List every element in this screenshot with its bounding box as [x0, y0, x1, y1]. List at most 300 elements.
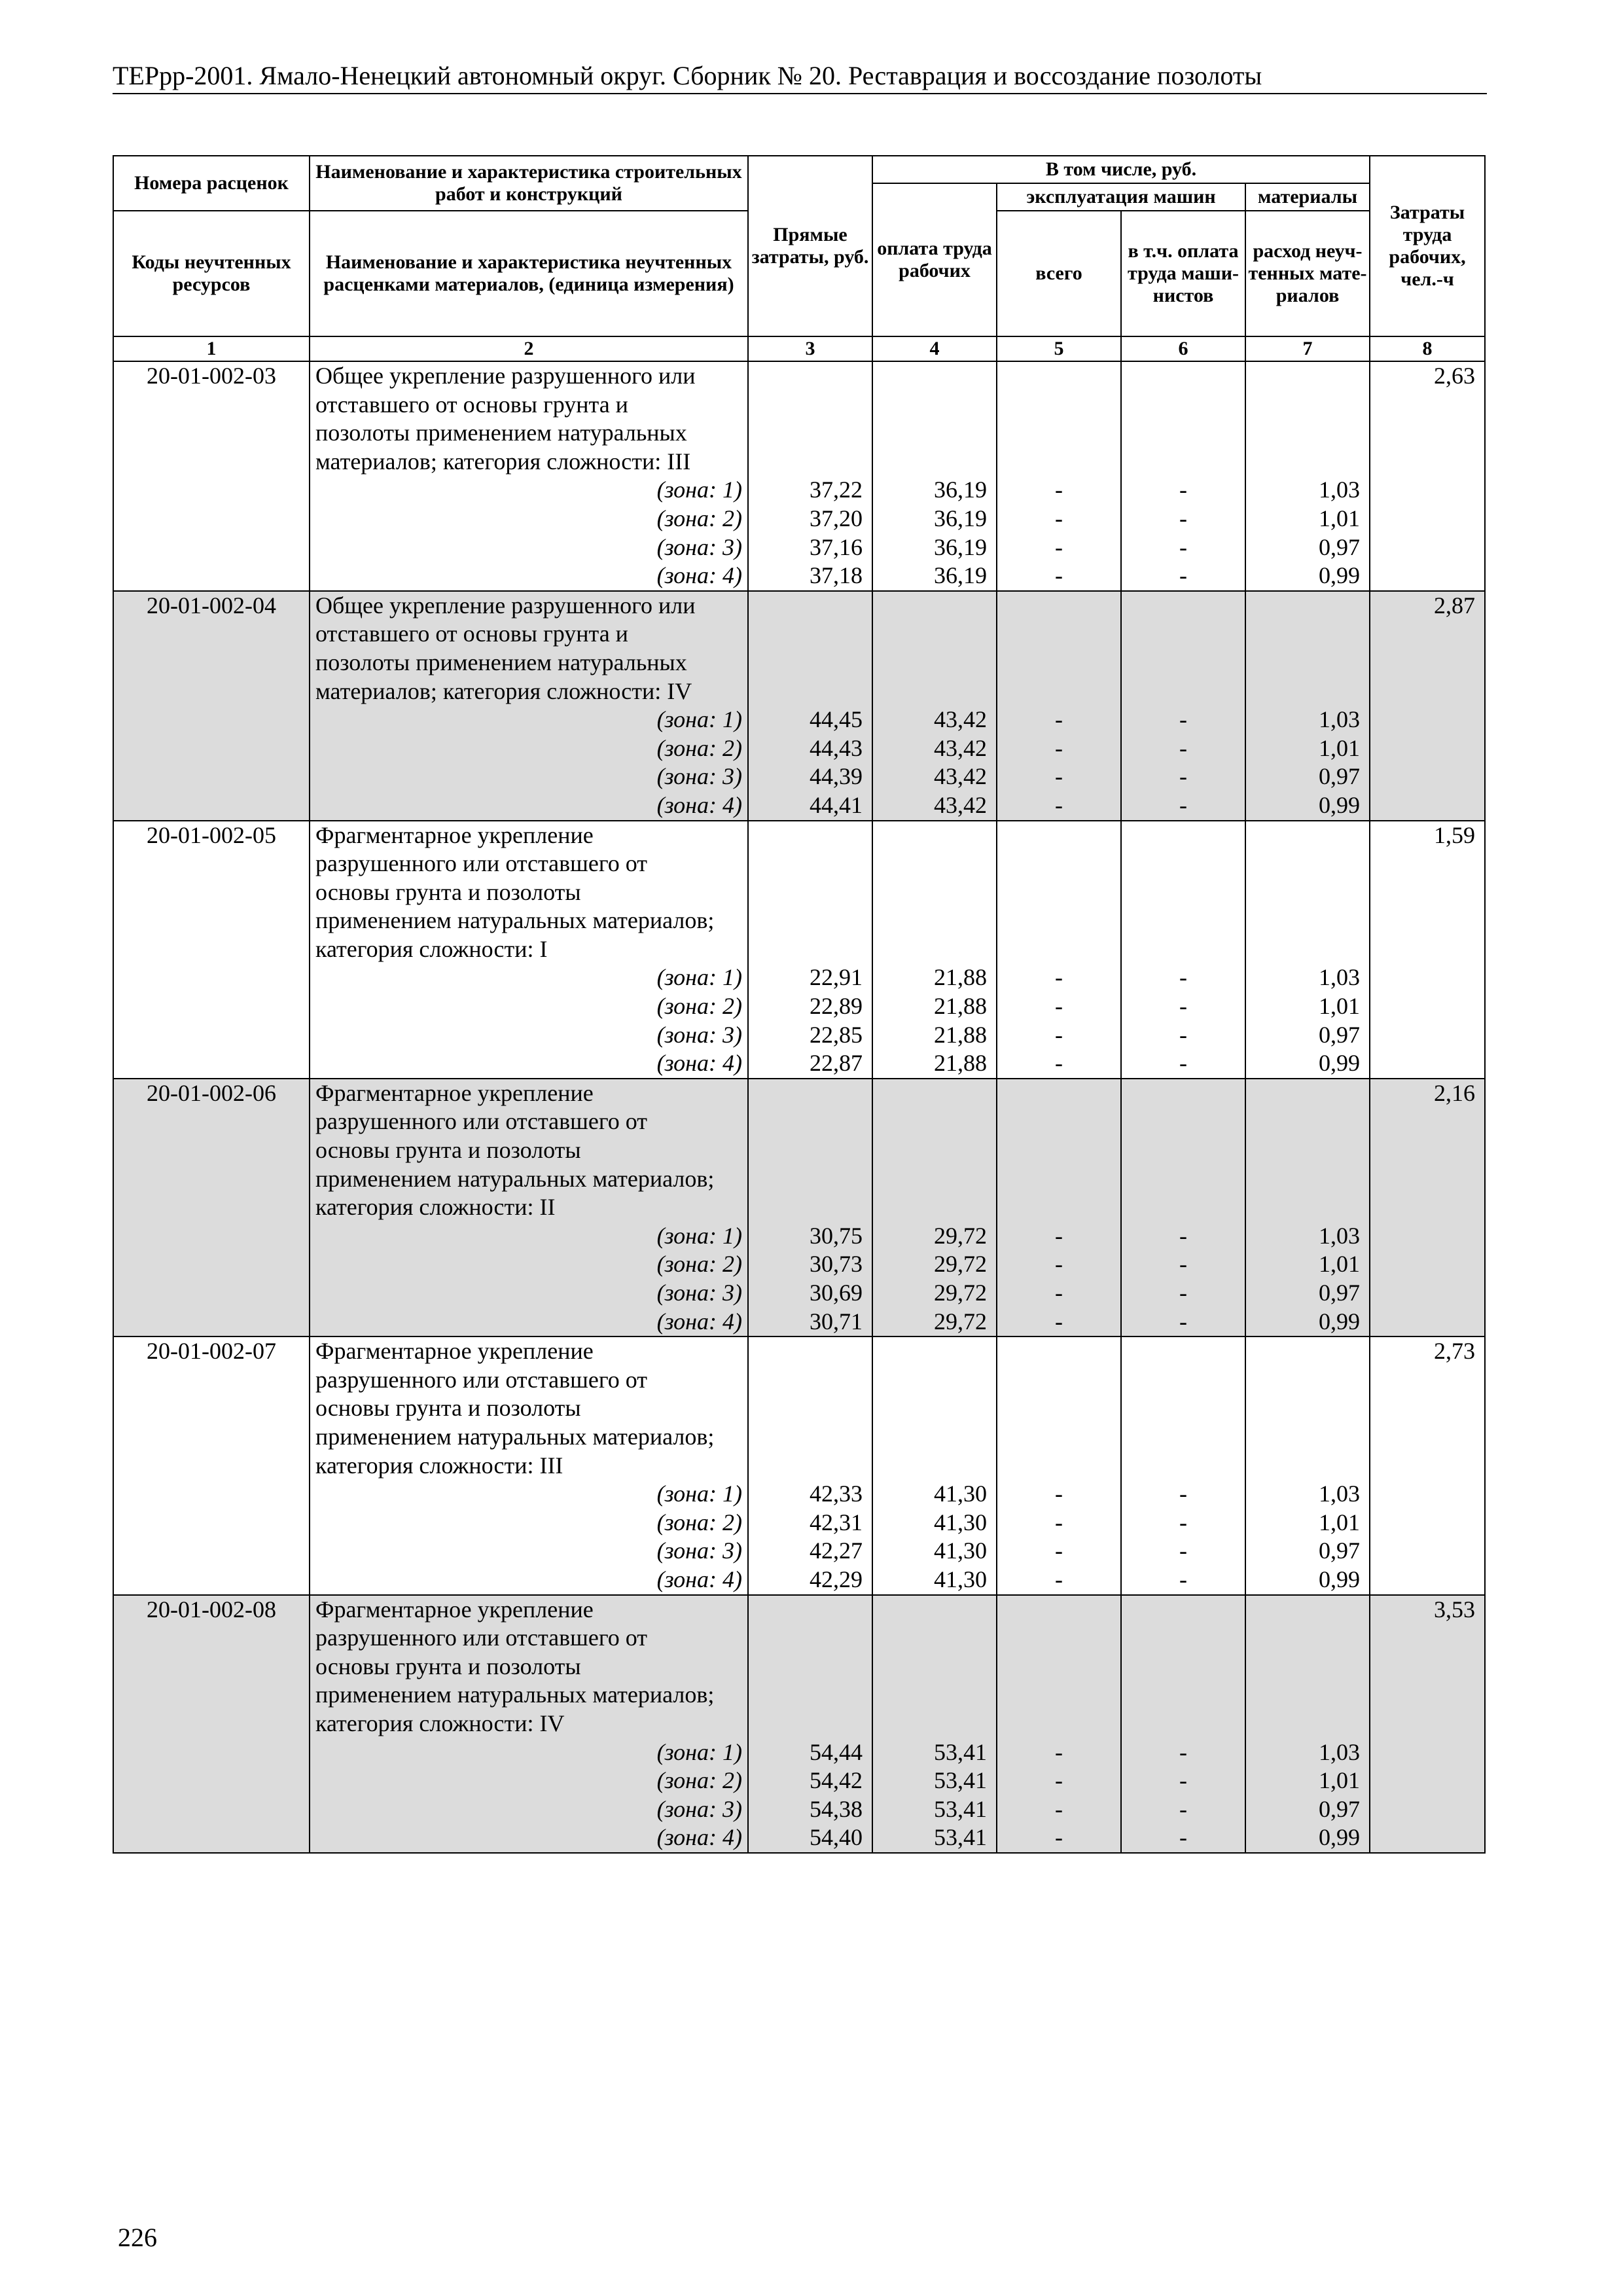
rate-name-line: разрушенного или отставшего от: [315, 1366, 647, 1393]
cell-value: -: [1055, 1537, 1063, 1564]
wages-cell: [872, 591, 997, 821]
cell-value: 36,19: [934, 505, 987, 531]
cell-value: -: [1055, 1222, 1063, 1249]
materials-cell: [1245, 1336, 1370, 1594]
table-row: [113, 361, 1485, 591]
spacer: [749, 677, 872, 706]
direct-costs-cell: [748, 1595, 872, 1853]
spacer: [1246, 1653, 1369, 1681]
direct-costs-cell: [748, 591, 872, 821]
cell-value: 1,03: [1319, 476, 1361, 503]
cell-value: 54,38: [810, 1795, 863, 1822]
column-number: 4: [872, 336, 997, 361]
spacer: [873, 1681, 996, 1710]
spacer: [1122, 1710, 1245, 1738]
table-row: [113, 1595, 1485, 1853]
machinist-wages-cell: [1121, 1079, 1245, 1336]
cell-value: 53,41: [934, 1824, 987, 1851]
spacer: [997, 1136, 1120, 1165]
cell-value: 29,72: [934, 1222, 987, 1249]
cell-value: -: [1055, 505, 1063, 531]
rate-name-line: Фрагментарное укрепление: [315, 821, 594, 848]
page-header-title: ТЕРрр-2001. Ямало-Ненецкий автономный округ. Сборник № 20. Реставрация и воссоздание позолоты: [113, 61, 1262, 90]
machinist-wages-cell: [1121, 361, 1245, 591]
cell-value: 29,72: [934, 1251, 987, 1278]
cell-value: -: [1179, 1222, 1187, 1249]
header-material-name: Наименование и характеристика неучтенных расценками материалов, (единица измерения): [310, 211, 748, 336]
spacer: [997, 1366, 1120, 1395]
spacer: [1122, 821, 1245, 850]
cell-value: 41,30: [934, 1537, 987, 1564]
table-row: [113, 1336, 1485, 1594]
zone-label: (зона: 1): [656, 1738, 742, 1765]
column-number: 2: [310, 336, 748, 361]
spacer: [997, 878, 1120, 907]
zone-label: (зона: 3): [656, 1280, 742, 1306]
cell-value: 0,99: [1319, 1824, 1361, 1851]
spacer: [1246, 1193, 1369, 1222]
cell-value: -: [1179, 1021, 1187, 1048]
zone-label: (зона: 2): [656, 505, 742, 531]
spacer: [749, 821, 872, 850]
spacer: [1246, 419, 1369, 448]
labor-cell: 2,87: [1370, 591, 1485, 821]
cell-value: -: [1179, 562, 1187, 589]
rate-name: [310, 361, 748, 591]
cell-value: 41,30: [934, 1480, 987, 1507]
spacer: [997, 1337, 1120, 1366]
spacer: [749, 1710, 872, 1738]
rate-name-line: материалов; категория сложности: III: [315, 448, 691, 475]
cell-value: 1,03: [1319, 1222, 1361, 1249]
spacer: [873, 1710, 996, 1738]
cell-value: 54,42: [810, 1767, 863, 1794]
materials-cell: [1245, 1079, 1370, 1336]
cell-value: 0,99: [1319, 1566, 1361, 1592]
rate-code: 20-01-002-03: [113, 361, 310, 591]
cell-value: 42,27: [810, 1537, 863, 1564]
spacer: [1246, 1337, 1369, 1366]
rate-code: 20-01-002-05: [113, 821, 310, 1079]
spacer: [873, 1193, 996, 1222]
rate-name-line: позолоты применением натуральных: [315, 420, 687, 446]
rate-block: [113, 361, 1485, 591]
column-number: 7: [1245, 336, 1370, 361]
cell-value: -: [1179, 706, 1187, 733]
wages-cell: [872, 1079, 997, 1336]
cell-value: -: [1179, 1280, 1187, 1306]
cell-value: -: [1055, 1050, 1063, 1077]
machinist-wages-cell: [1121, 1595, 1245, 1853]
spacer: [1246, 821, 1369, 850]
cell-value: -: [1179, 734, 1187, 761]
spacer: [1246, 1394, 1369, 1423]
cell-value: 22,89: [810, 993, 863, 1020]
cell-value: 1,01: [1319, 734, 1361, 761]
spacer: [1246, 592, 1369, 620]
cell-value: 43,42: [934, 791, 987, 818]
rate-name-line: категория сложности: II: [315, 1194, 556, 1221]
spacer: [749, 935, 872, 964]
cell-value: 43,42: [934, 706, 987, 733]
cell-value: 43,42: [934, 734, 987, 761]
spacer: [749, 878, 872, 907]
cell-value: 0,97: [1319, 1280, 1361, 1306]
cell-value: -: [1179, 505, 1187, 531]
spacer: [1122, 1366, 1245, 1395]
cell-value: -: [1055, 1566, 1063, 1592]
spacer: [749, 419, 872, 448]
spacer: [1246, 391, 1369, 420]
spacer: [1246, 649, 1369, 677]
zone-label: (зона: 3): [656, 533, 742, 560]
rate-code: 20-01-002-07: [113, 1336, 310, 1594]
spacer: [1122, 448, 1245, 476]
cell-value: 36,19: [934, 533, 987, 560]
spacer: [997, 850, 1120, 878]
rate-name-line: применением натуральных материалов;: [315, 1423, 715, 1450]
spacer: [1122, 1136, 1245, 1165]
zone-label: (зона: 4): [656, 1824, 742, 1851]
spacer: [1246, 677, 1369, 706]
spacer: [1122, 677, 1245, 706]
cell-value: -: [1055, 1480, 1063, 1507]
spacer: [1122, 1165, 1245, 1194]
spacer: [749, 620, 872, 649]
zone-label: (зона: 4): [656, 1050, 742, 1077]
header-rate-numbers: Номера расценок: [113, 156, 310, 211]
spacer: [749, 1079, 872, 1108]
rate-name: [310, 821, 748, 1079]
spacer: [749, 1452, 872, 1480]
zone-label: (зона: 1): [656, 476, 742, 503]
direct-costs-cell: [748, 1079, 872, 1336]
cell-value: 44,43: [810, 734, 863, 761]
cell-value: -: [1055, 476, 1063, 503]
cell-value: -: [1055, 562, 1063, 589]
zone-label: (зона: 2): [656, 1251, 742, 1278]
spacer: [873, 1394, 996, 1423]
cell-value: 21,88: [934, 1050, 987, 1077]
cell-value: 1,03: [1319, 1738, 1361, 1765]
cell-value: -: [1055, 1308, 1063, 1335]
spacer: [997, 1710, 1120, 1738]
spacer: [873, 620, 996, 649]
spacer: [873, 878, 996, 907]
spacer: [997, 1452, 1120, 1480]
spacer: [1122, 1681, 1245, 1710]
spacer: [1246, 1366, 1369, 1395]
table-row: [113, 821, 1485, 1079]
spacer: [749, 1423, 872, 1452]
header-labor: Затраты труда рабочих, чел.-ч: [1370, 156, 1485, 336]
spacer: [1246, 1136, 1369, 1165]
header-direct-costs: Прямые затраты, руб.: [748, 156, 872, 336]
machines-total-cell: [997, 821, 1121, 1079]
spacer: [749, 850, 872, 878]
cell-value: 1,01: [1319, 1251, 1361, 1278]
cell-value: -: [1179, 533, 1187, 560]
wages-cell: [872, 821, 997, 1079]
zone-label: (зона: 4): [656, 562, 742, 589]
spacer: [1246, 620, 1369, 649]
labor-cell: 2,16: [1370, 1079, 1485, 1336]
spacer: [873, 1107, 996, 1136]
cell-value: 21,88: [934, 993, 987, 1020]
cell-value: -: [1179, 1738, 1187, 1765]
rate-name-line: применением натуральных материалов;: [315, 907, 715, 934]
spacer: [873, 1596, 996, 1624]
rate-name-line: позолоты применением натуральных: [315, 649, 687, 675]
cell-value: -: [1179, 791, 1187, 818]
header-rule: [113, 93, 1487, 94]
rate-code: 20-01-002-08: [113, 1595, 310, 1853]
table-row: [113, 591, 1485, 821]
cell-value: 44,41: [810, 791, 863, 818]
cell-value: -: [1055, 1280, 1063, 1306]
spacer: [749, 592, 872, 620]
cell-value: 53,41: [934, 1795, 987, 1822]
cell-value: 0,97: [1319, 1021, 1361, 1048]
rate-block: [113, 1595, 1485, 1853]
rate-name-line: Общее укрепление разрушенного или: [315, 592, 696, 619]
header-materials: материалы: [1245, 183, 1370, 211]
rate-name-line: категория сложности: I: [315, 935, 548, 962]
spacer: [749, 1681, 872, 1710]
spacer: [997, 1624, 1120, 1653]
cell-value: 37,22: [810, 476, 863, 503]
cell-value: 0,97: [1319, 1795, 1361, 1822]
header-resource-codes: Коды неучтенных ресурсов: [113, 211, 310, 336]
spacer: [1122, 362, 1245, 391]
column-number: 6: [1121, 336, 1245, 361]
cell-value: 53,41: [934, 1767, 987, 1794]
cell-value: 29,72: [934, 1280, 987, 1306]
spacer: [997, 1107, 1120, 1136]
materials-cell: [1245, 821, 1370, 1079]
zone-label: (зона: 1): [656, 1480, 742, 1507]
spacer: [749, 1624, 872, 1653]
spacer: [997, 1079, 1120, 1108]
cell-value: 0,97: [1319, 763, 1361, 790]
labor-cell: 1,59: [1370, 821, 1485, 1079]
spacer: [997, 592, 1120, 620]
spacer: [997, 906, 1120, 935]
spacer: [1122, 1653, 1245, 1681]
cell-value: -: [1055, 1509, 1063, 1535]
zone-label: (зона: 2): [656, 1767, 742, 1794]
spacer: [1122, 1337, 1245, 1366]
cell-value: -: [1179, 763, 1187, 790]
cell-value: -: [1055, 763, 1063, 790]
header-wages: оплата труда рабочих: [872, 183, 997, 336]
spacer: [997, 419, 1120, 448]
spacer: [873, 391, 996, 420]
spacer: [749, 362, 872, 391]
rate-block: [113, 821, 1485, 1079]
cell-value: -: [1179, 1050, 1187, 1077]
spacer: [1246, 1452, 1369, 1480]
spacer: [997, 1681, 1120, 1710]
cell-value: 42,29: [810, 1566, 863, 1592]
spacer: [1122, 1423, 1245, 1452]
spacer: [873, 906, 996, 935]
rate-name-line: основы грунта и позолоты: [315, 1653, 581, 1679]
spacer: [997, 1394, 1120, 1423]
spacer: [749, 448, 872, 476]
spacer: [1122, 906, 1245, 935]
cell-value: 30,69: [810, 1280, 863, 1306]
cell-value: 22,87: [810, 1050, 863, 1077]
machinist-wages-cell: [1121, 821, 1245, 1079]
spacer: [873, 1366, 996, 1395]
zone-label: (зона: 4): [656, 1566, 742, 1592]
rate-name: [310, 1595, 748, 1853]
spacer: [873, 419, 996, 448]
rate-name-line: разрушенного или отставшего от: [315, 850, 647, 877]
zone-label: (зона: 1): [656, 706, 742, 733]
materials-cell: [1245, 1595, 1370, 1853]
rate-name: [310, 1336, 748, 1594]
rate-name-line: отставшего от основы грунта и: [315, 620, 628, 647]
header-machinist-wages: в т.ч. оплата труда маши- нистов: [1121, 211, 1245, 336]
cell-value: 36,19: [934, 562, 987, 589]
materials-cell: [1245, 361, 1370, 591]
spacer: [873, 1165, 996, 1194]
spacer: [873, 362, 996, 391]
column-number: 3: [748, 336, 872, 361]
cell-value: 42,31: [810, 1509, 863, 1535]
labor-cell: 3,53: [1370, 1595, 1485, 1853]
rate-name-line: материалов; категория сложности: IV: [315, 677, 692, 704]
spacer: [1122, 850, 1245, 878]
spacer: [873, 677, 996, 706]
spacer: [1246, 362, 1369, 391]
spacer: [1246, 906, 1369, 935]
column-numbers-row: [113, 336, 1485, 361]
cell-value: 36,19: [934, 476, 987, 503]
spacer: [749, 906, 872, 935]
cell-value: 0,99: [1319, 1308, 1361, 1335]
cell-value: 41,30: [934, 1509, 987, 1535]
rate-block: [113, 1079, 1485, 1336]
cell-value: 1,01: [1319, 505, 1361, 531]
direct-costs-cell: [748, 361, 872, 591]
zone-label: (зона: 2): [656, 993, 742, 1020]
spacer: [997, 1423, 1120, 1452]
cell-value: 1,03: [1319, 964, 1361, 991]
machinist-wages-cell: [1121, 591, 1245, 821]
spacer: [749, 1136, 872, 1165]
machines-total-cell: [997, 591, 1121, 821]
spacer: [997, 620, 1120, 649]
cell-value: 22,91: [810, 964, 863, 991]
spacer: [873, 649, 996, 677]
zone-label: (зона: 4): [656, 1308, 742, 1335]
spacer: [873, 1136, 996, 1165]
spacer: [1122, 419, 1245, 448]
labor-cell: 2,73: [1370, 1336, 1485, 1594]
spacer: [1122, 1452, 1245, 1480]
spacer: [1122, 649, 1245, 677]
page-number: 226: [118, 2223, 157, 2252]
spacer: [1122, 1624, 1245, 1653]
machines-total-cell: [997, 1336, 1121, 1594]
spacer: [1246, 1681, 1369, 1710]
cell-value: -: [1055, 993, 1063, 1020]
cell-value: 1,01: [1319, 1509, 1361, 1535]
cell-value: 0,99: [1319, 1050, 1361, 1077]
direct-costs-cell: [748, 821, 872, 1079]
column-number: 8: [1370, 336, 1485, 361]
cell-value: 0,97: [1319, 533, 1361, 560]
cell-value: 54,40: [810, 1824, 863, 1851]
rate-name: [310, 1079, 748, 1336]
spacer: [1246, 448, 1369, 476]
cell-value: 41,30: [934, 1566, 987, 1592]
labor-cell: 2,63: [1370, 361, 1485, 591]
rate-code: 20-01-002-06: [113, 1079, 310, 1336]
rate-name-line: Фрагментарное укрепление: [315, 1079, 594, 1106]
wages-cell: [872, 361, 997, 591]
cell-value: 42,33: [810, 1480, 863, 1507]
spacer: [1246, 1624, 1369, 1653]
spacer: [1122, 1596, 1245, 1624]
spacer: [749, 1165, 872, 1194]
cell-value: 1,03: [1319, 706, 1361, 733]
spacer: [997, 649, 1120, 677]
cell-value: -: [1055, 1021, 1063, 1048]
cell-value: -: [1179, 1509, 1187, 1535]
header-work-name: Наименование и характеристика строительных работ и конструкций: [310, 156, 748, 211]
cell-value: -: [1055, 706, 1063, 733]
cell-value: 0,99: [1319, 791, 1361, 818]
cell-value: 30,75: [810, 1222, 863, 1249]
spacer: [997, 677, 1120, 706]
cell-value: 37,18: [810, 562, 863, 589]
cell-value: 0,97: [1319, 1537, 1361, 1564]
header-machines: эксплуатация машин: [997, 183, 1245, 211]
cell-value: 37,20: [810, 505, 863, 531]
cell-value: 1,01: [1319, 993, 1361, 1020]
spacer: [997, 1165, 1120, 1194]
cell-value: -: [1179, 993, 1187, 1020]
rate-name-line: разрушенного или отставшего от: [315, 1624, 647, 1651]
cell-value: -: [1055, 1767, 1063, 1794]
spacer: [1246, 850, 1369, 878]
cell-value: -: [1055, 1738, 1063, 1765]
cell-value: 22,85: [810, 1021, 863, 1048]
zone-label: (зона: 3): [656, 1795, 742, 1822]
rate-name-line: Общее укрепление разрушенного или: [315, 363, 696, 389]
cell-value: -: [1179, 1767, 1187, 1794]
rate-name-line: разрушенного или отставшего от: [315, 1108, 647, 1135]
rate-name: [310, 591, 748, 821]
spacer: [1246, 1165, 1369, 1194]
spacer: [997, 448, 1120, 476]
cell-value: -: [1055, 533, 1063, 560]
cell-value: 1,03: [1319, 1480, 1361, 1507]
spacer: [873, 1653, 996, 1681]
spacer: [1122, 1107, 1245, 1136]
rate-name-line: основы грунта и позолоты: [315, 878, 581, 905]
spacer: [997, 935, 1120, 964]
cell-value: -: [1179, 1251, 1187, 1278]
spacer: [1122, 620, 1245, 649]
rate-code: 20-01-002-04: [113, 591, 310, 821]
spacer: [749, 1653, 872, 1681]
wages-cell: [872, 1336, 997, 1594]
